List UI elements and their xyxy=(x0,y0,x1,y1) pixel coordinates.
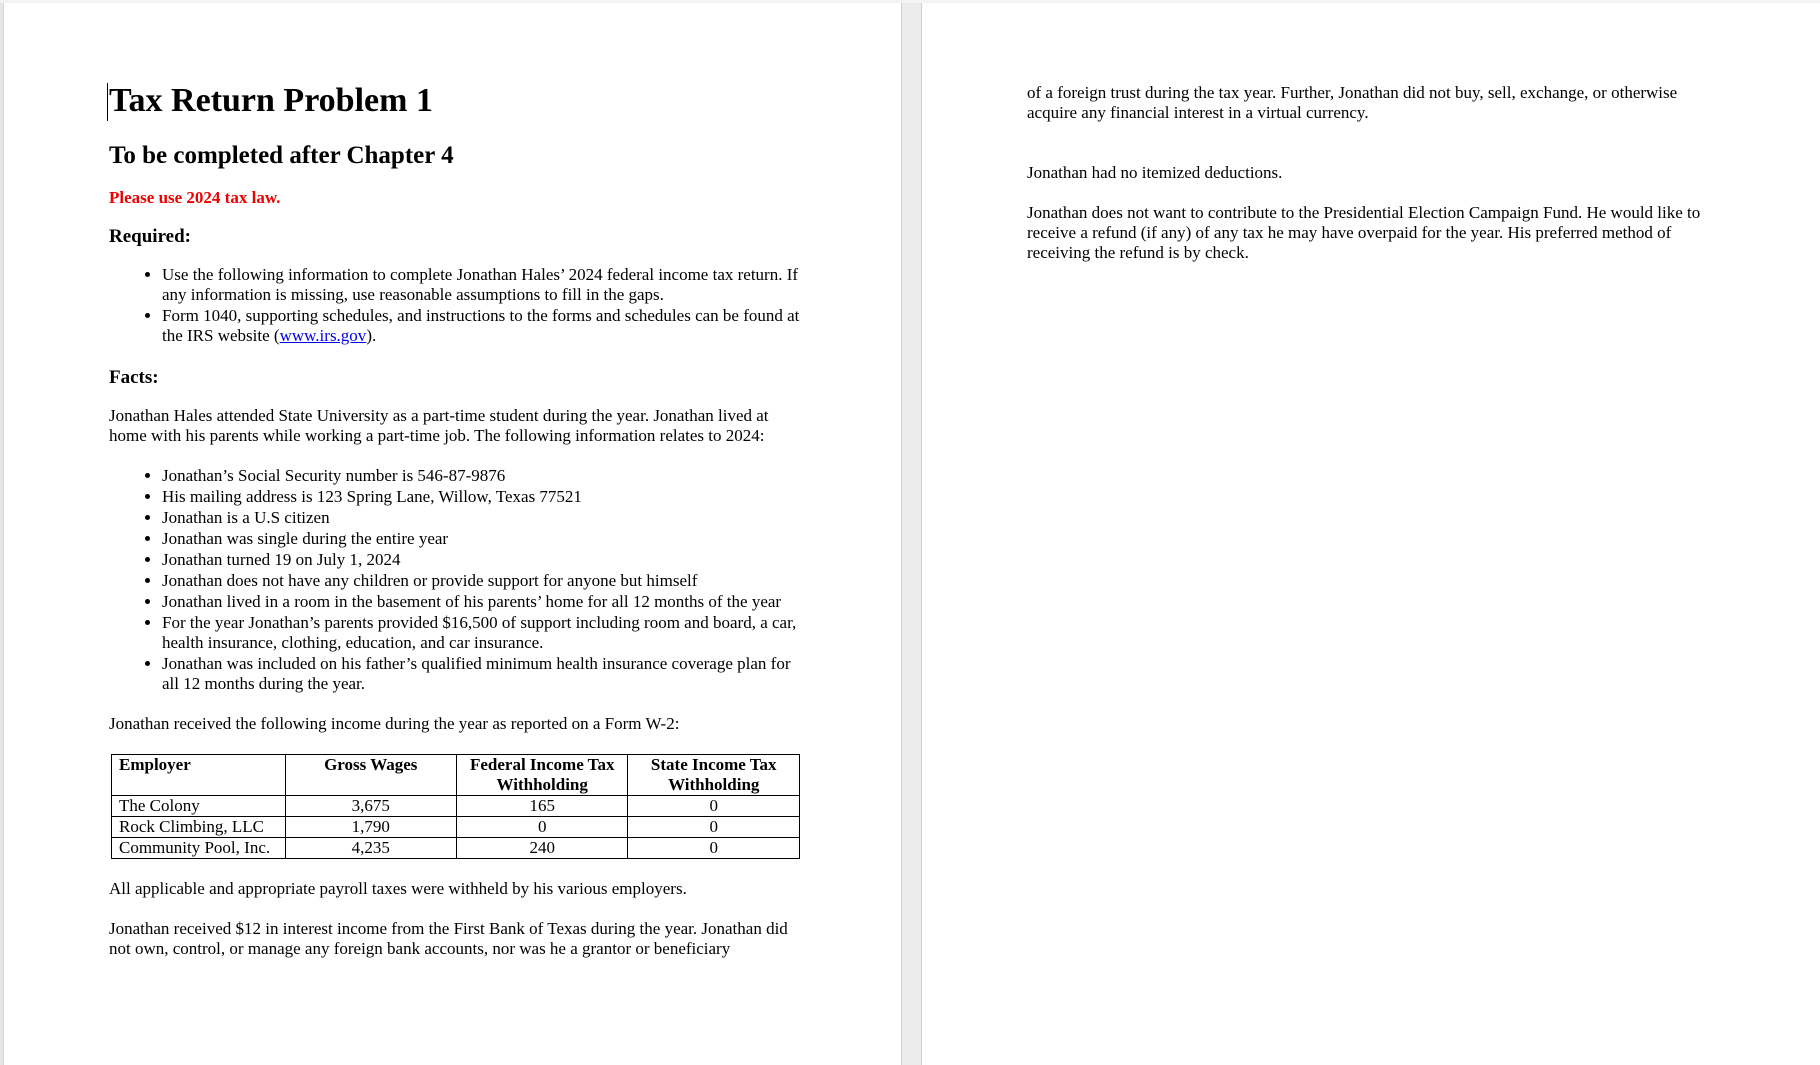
interest-paragraph[interactable]: Jonathan received $12 in interest income from the First Bank of Texas during the year. Jonathan did not own, control, or manage any foreign bank accounts, nor was he a grantor or beneficiary xyxy=(109,919,788,958)
cell-state-withholding[interactable]: 0 xyxy=(628,838,800,859)
table-row xyxy=(112,796,800,817)
document-page-2[interactable] xyxy=(922,3,1820,1065)
required-item[interactable]: • Use the following information to complete Jonathan Hales’ 2024 federal income tax return. If any information is missing, use reasonable assumptions to fill in the gaps. xyxy=(162,265,809,305)
cell-federal-withholding[interactable]: 0 xyxy=(456,817,627,838)
document-title[interactable] xyxy=(109,81,809,121)
cell-gross-wages[interactable]: 3,675 xyxy=(285,796,456,817)
facts-item[interactable]: • Jonathan does not have any children or provide support for anyone but himself xyxy=(162,571,809,591)
cell-federal-withholding[interactable]: 240 xyxy=(456,838,627,859)
cell-employer[interactable]: Rock Climbing, LLC xyxy=(112,817,286,838)
table-row xyxy=(112,838,800,859)
facts-intro[interactable]: Jonathan Hales attended State University as a part-time student during the year. Jonathan lived at home with his parents while working a part-time job. The following information relates to 2024: xyxy=(109,406,769,445)
required-item-text: Form 1040, supporting schedules, and instructions to the forms and schedules can be found at the IRS website ( xyxy=(162,306,800,345)
deductions-paragraph[interactable]: Jonathan had no itemized deductions. xyxy=(1027,163,1283,182)
facts-item[interactable]: • For the year Jonathan’s parents provided $16,500 of support including room and board, a car, health insurance, clothing, education, and car insurance. xyxy=(162,613,809,653)
document-subtitle[interactable]: To be completed after Chapter 4 xyxy=(109,142,454,169)
document-page-1[interactable] xyxy=(3,3,902,1065)
header-gross-wages[interactable]: Gross Wages xyxy=(285,755,456,796)
cell-employer[interactable]: The Colony xyxy=(112,796,286,817)
page-1-content xyxy=(109,81,809,979)
cell-state-withholding[interactable]: 0 xyxy=(628,817,800,838)
header-federal-withholding[interactable]: Federal Income Tax Withholding xyxy=(456,755,627,796)
cell-employer[interactable]: Community Pool, Inc. xyxy=(112,838,286,859)
cell-gross-wages[interactable]: 1,790 xyxy=(285,817,456,838)
facts-list xyxy=(109,466,809,694)
text-cursor xyxy=(107,83,108,121)
payroll-note[interactable]: All applicable and appropriate payroll taxes were withheld by his various employers. xyxy=(109,879,687,898)
w2-income-table[interactable] xyxy=(111,754,800,859)
cell-gross-wages[interactable]: 4,235 xyxy=(285,838,456,859)
facts-item[interactable]: • Jonathan’s Social Security number is 546-87-9876 xyxy=(162,466,809,486)
document-title-text: Tax Return Problem 1 xyxy=(109,82,433,119)
facts-heading[interactable]: Facts: xyxy=(109,367,159,388)
required-item-text-end: ). xyxy=(366,326,377,345)
table-header-row xyxy=(112,755,800,796)
page-2-content xyxy=(1027,83,1727,283)
facts-item[interactable]: • Jonathan was included on his father’s qualified minimum health insurance coverage plan for all 12 months during the year. xyxy=(162,654,809,694)
facts-item[interactable]: • Jonathan lived in a room in the basement of his parents’ home for all 12 months of the year xyxy=(162,592,809,612)
refund-paragraph[interactable]: Jonathan does not want to contribute to the Presidential Election Campaign Fund. He would like to receive a refund (if any) of any tax he may have overpaid for the year. His preferred method of receiving the refund is by check. xyxy=(1027,203,1701,262)
table-row xyxy=(112,817,800,838)
cell-state-withholding[interactable]: 0 xyxy=(628,796,800,817)
cell-federal-withholding[interactable]: 165 xyxy=(456,796,627,817)
header-employer[interactable]: Employer xyxy=(112,755,286,796)
facts-item[interactable]: • Jonathan turned 19 on July 1, 2024 xyxy=(162,550,809,570)
facts-item[interactable]: • Jonathan is a U.S citizen xyxy=(162,508,809,528)
irs-website-link[interactable]: www.irs.gov xyxy=(279,326,367,345)
tax-law-notice[interactable]: Please use 2024 tax law. xyxy=(109,188,281,207)
required-list xyxy=(109,265,809,346)
required-heading[interactable]: Required: xyxy=(109,226,191,247)
facts-item[interactable]: • His mailing address is 123 Spring Lane, Willow, Texas 77521 xyxy=(162,487,809,507)
income-intro[interactable]: Jonathan received the following income during the year as reported on a Form W-2: xyxy=(109,714,680,733)
header-state-withholding[interactable]: State Income Tax Withholding xyxy=(628,755,800,796)
page-separator xyxy=(901,3,922,1065)
facts-item[interactable]: • Jonathan was single during the entire year xyxy=(162,529,809,549)
continuation-paragraph[interactable]: of a foreign trust during the tax year. Further, Jonathan did not buy, sell, exchange, or otherwise acquire any financial interest in a virtual currency. xyxy=(1027,83,1678,122)
required-item[interactable] xyxy=(162,306,809,346)
